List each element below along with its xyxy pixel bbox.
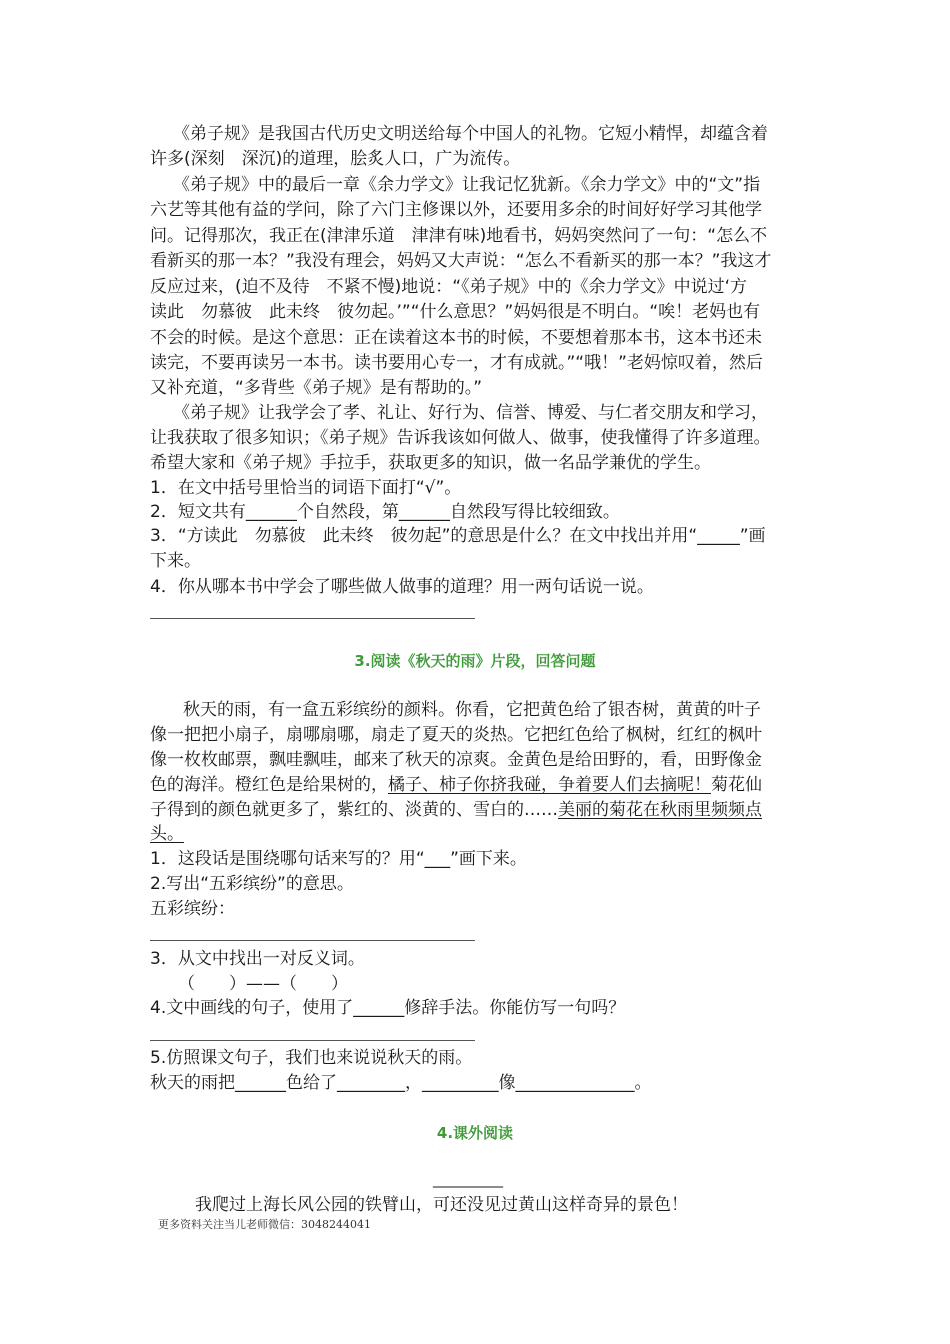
- passage1-line: 《弟子规》让我学会了孝、礼让、好行为、信誉、博爱、与仁者交朋友和学习，: [173, 403, 768, 423]
- passage1-line: 让我获取了很多知识；《弟子规》告诉我该如何做人、做事，使我懂得了许多道理。: [150, 428, 771, 448]
- underlined-sentence: 美丽的菊花在秋雨里频频点: [558, 800, 762, 820]
- passage1-line: 《弟子规》是我国古代历史文明送给每个中国人的礼物。它短小精悍，却蕴含着: [173, 124, 768, 144]
- passage1-line: 六艺等其他有益的学问，除了六门主修课以外，还要用多余的时间好好学习其他学: [150, 200, 762, 220]
- question: 3．“方读此 勿慕彼 此未终 彼勿起”的意思是什么？在文中找出并用“_____”画: [150, 526, 766, 546]
- passage2-line: 像一枚枚邮票，飘哇飘哇，邮来了秋天的凉爽。金黄色是给田野的，看，田野像金: [150, 750, 762, 770]
- question: 2.写出“五彩缤纷”的意思。: [150, 874, 354, 894]
- passage2-line: [150, 773, 762, 798]
- passage2-line: [150, 822, 184, 847]
- passage1-line: 又补充道，“多背些《弟子规》是有帮助的。”: [150, 378, 483, 398]
- reading-first-line: 我爬过上海长风公园的铁臂山，可还没见过黄山这样奇异的景色！: [195, 1195, 688, 1215]
- passage1-line: 问。记得那次，我正在(津津乐道 津津有味)地看书，妈妈突然问了一句：“怎么不: [150, 226, 768, 246]
- passage1-line: 读完，不要再读另一本书。读书要用心专一，才有成就。”“哦！”老妈惊叹着，然后: [150, 353, 763, 373]
- section-title: 4.课外阅读: [436, 1124, 514, 1142]
- passage1-line: 不会的时候。是这个意思：正在读着这本书的时候，不要想着那本书，这本书还未: [150, 328, 762, 348]
- title-blank: __________: [433, 1172, 503, 1188]
- answer-line: [150, 1040, 475, 1041]
- passage1-line: 看新买的那一本？”我没有理会，妈妈又大声说：“怎么不看新买的那一本？”我这才: [150, 251, 772, 271]
- question: 1．在文中括号里恰当的词语下面打“√”。: [150, 478, 462, 498]
- question: 五彩缤纷：: [150, 899, 235, 919]
- question: 3．从文中找出一对反义词。: [150, 949, 365, 969]
- question: 下来。: [150, 551, 201, 571]
- passage1-line: 读此 勿慕彼 此未终 彼勿起。’”“什么意思？”妈妈很是不明白。“唉！老妈也有: [150, 302, 761, 322]
- passage1-line: 《弟子规》中的最后一章《余力学文》让我记忆犹新。《余力学文》中的“文”指: [173, 175, 761, 195]
- passage1-line: 许多(深刻 深沉)的道理，脍炙人口，广为流传。: [150, 149, 521, 169]
- question: 2．短文共有______个自然段，第______自然段写得比较细致。: [150, 502, 620, 522]
- underlined-sentence: 头。: [150, 824, 184, 844]
- question: 5.仿照课文句子，我们也来说说秋天的雨。: [150, 1048, 473, 1068]
- section-title: 3.阅读《秋天的雨》片段，回答问题: [354, 652, 596, 670]
- passage1-line: 反应过来，(迫不及待 不紧不慢)地说：“《弟子规》中的《余力学文》中说过‘方: [150, 277, 747, 297]
- underlined-sentence: 橘子、柿子你挤我碰，争着要人们去摘呢！: [388, 775, 711, 795]
- passage2-text: 子得到的颜色就更多了，紫红的、淡黄的、雪白的……: [150, 800, 558, 820]
- question: 4．你从哪本书中学会了哪些做人做事的道理？用一两句话说一说。: [150, 577, 654, 597]
- passage2-line: 像一把把小扇子，扇哪扇哪，扇走了夏天的炎热。它把红色给了枫树，红红的枫叶: [150, 725, 762, 745]
- passage2-line: [150, 798, 762, 823]
- answer-line: [150, 940, 475, 941]
- passage1-line: 希望大家和《弟子规》手拉手，获取更多的知识，做一名品学兼优的学生。: [150, 453, 711, 473]
- question: 1．这段话是围绕哪句话来写的？用“___”画下来。: [150, 849, 527, 869]
- passage2-text: 菊花仙: [711, 775, 762, 795]
- passage2-line: 秋天的雨，有一盒五彩缤纷的颜料。你看，它把黄色给了银杏树，黄黄的叶子: [183, 700, 761, 720]
- passage2-text: 色的海洋。橙红色是给果树的，: [150, 775, 388, 795]
- question: 秋天的雨把______色给了________，_________像______________。: [150, 1073, 652, 1093]
- antonym-blanks: （ ）——（ ）: [178, 974, 348, 994]
- question: 4.文中画线的句子，使用了______修辞手法。你能仿写一句吗？: [150, 998, 626, 1018]
- footer-note: 更多资料关注当儿老师微信：3048244041: [158, 1218, 371, 1231]
- answer-line: [150, 618, 475, 619]
